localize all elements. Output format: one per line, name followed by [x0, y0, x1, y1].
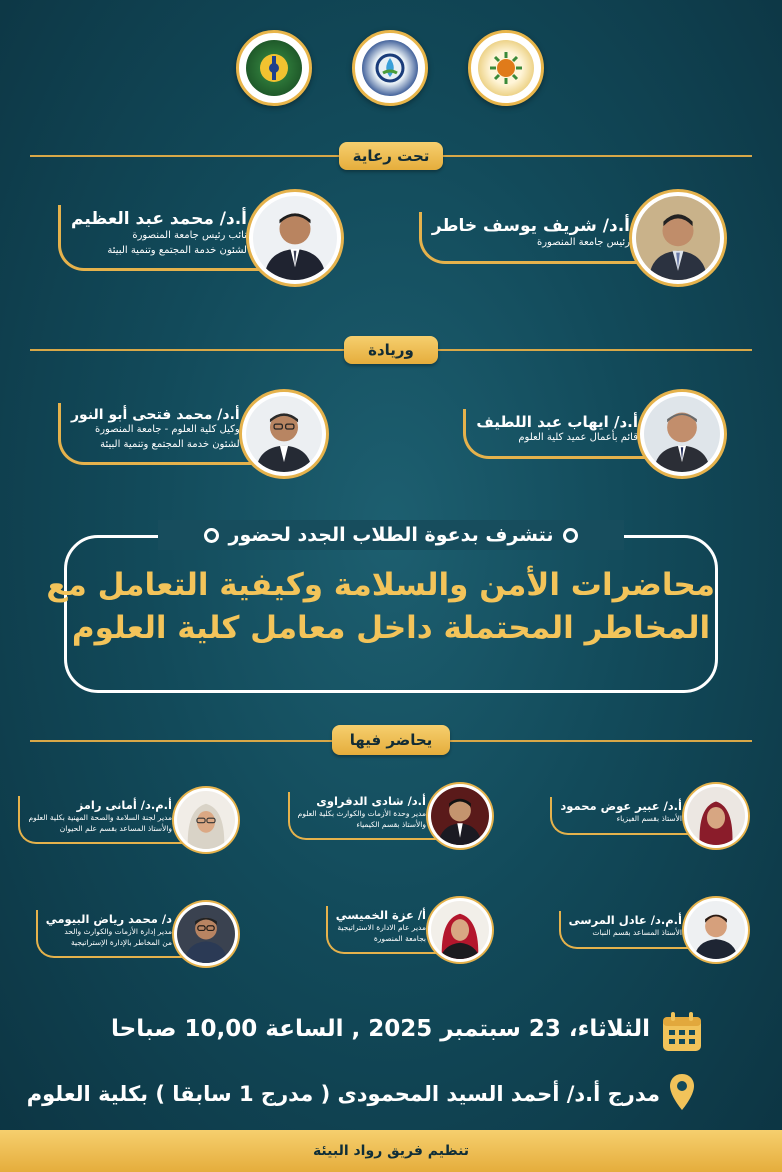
- speaker-role: مدير وحدة الأزمات والكوارث بكلية العلوم: [297, 808, 426, 818]
- faculty-logo: [236, 30, 312, 106]
- patron-name: أ.د/ شريف يوسف خاطر: [431, 216, 630, 237]
- speaker-card: [550, 784, 748, 848]
- ring-icon: [204, 528, 219, 543]
- location-pin-icon: [666, 1072, 696, 1114]
- speaker-name: د/ محمد رياض البيومي: [45, 911, 172, 926]
- science-emblem-icon: [257, 51, 291, 85]
- person-avatar-icon: [644, 396, 720, 472]
- invitation-box: [46, 535, 718, 693]
- speaker-card: [18, 788, 238, 852]
- leader-name: أ.د/ ايهاب عبد اللطيف: [476, 413, 638, 432]
- person-avatar-icon: [431, 787, 489, 845]
- footer-banner: تنظيم فريق رواد البيئة: [0, 1130, 782, 1172]
- speaker-photo: [428, 898, 492, 962]
- leader-card: [463, 392, 724, 476]
- speaker-card: [288, 784, 492, 848]
- speaker-text: [36, 910, 182, 959]
- leader-text: [58, 403, 254, 465]
- patron-name: أ.د/ محمد عبد العظيم: [71, 209, 247, 229]
- leader-role: قائم بأعمال عميد كلية العلوم: [518, 432, 638, 444]
- person-avatar-icon: [246, 396, 322, 472]
- leader-role: لشئون خدمة المجتمع وتنمية البيئة: [100, 438, 240, 450]
- patron-photo: [249, 192, 341, 284]
- speaker-card: [326, 898, 492, 962]
- person-avatar-icon: [687, 787, 745, 845]
- invitation-title-line2: المخاطر المحتملة داخل معامل كلية العلوم: [71, 610, 711, 647]
- patron-role: لشئون خدمة المجتمع وتنمية البيئة: [107, 244, 247, 256]
- speaker-role: مدير إدارة الأزمات والكوارث والحد: [64, 926, 172, 936]
- speaker-name: أ.د/ عبير عوض محمود: [560, 799, 682, 814]
- university-emblem-icon: [488, 50, 524, 86]
- speaker-role: بجامعة المنصورة: [373, 934, 426, 943]
- speaker-name: أ.م.د/ عادل المرسى: [568, 913, 682, 928]
- speaker-role: والأستاذ بقسم الكيمياء: [356, 820, 426, 829]
- patron-card: [419, 192, 724, 284]
- speaker-name: أ/ عزة الخميسي: [335, 907, 426, 922]
- leader-photo: [640, 392, 724, 476]
- speaker-role: والأستاذ المساعد بقسم علم الحيوان: [59, 824, 172, 833]
- speaker-role: من المخاطر بالإدارة الإستراتيجية: [70, 938, 172, 947]
- person-avatar-icon: [636, 196, 720, 280]
- speaker-text: [18, 796, 182, 845]
- speaker-role: مدير لجنة السلامة والصحة المهنية بكلية العلوم: [28, 812, 172, 822]
- patron-text: [419, 212, 644, 264]
- person-avatar-icon: [177, 791, 235, 849]
- speaker-name: أ.م.د/ أمانى رامز: [76, 797, 172, 812]
- leader-card: [58, 392, 326, 476]
- event-datetime: الثلاثاء، 23 سبتمبر 2025 , الساعة 10,00 صباحا: [111, 1016, 650, 1042]
- leader-name: أ.د/ محمد فتحى أبو النور: [71, 407, 240, 423]
- invitation-intro-text: نتشرف بدعوة الطلاب الجدد لحضور: [228, 524, 554, 546]
- person-avatar-icon: [177, 905, 235, 963]
- speaker-role: مدير عام الادارة الاستراتيجية: [337, 922, 426, 932]
- speaker-photo: [174, 902, 238, 966]
- patron-role: نائب رئيس جامعة المنصورة: [132, 230, 247, 241]
- speaker-text: [326, 906, 436, 955]
- patron-card: [58, 192, 341, 284]
- speaker-photo: [684, 784, 748, 848]
- leader-text: [463, 409, 652, 459]
- person-avatar-icon: [253, 196, 337, 280]
- person-avatar-icon: [431, 901, 489, 959]
- calendar-icon: [654, 1011, 704, 1053]
- speaker-role: الأستاذ بقسم الفيزياء: [616, 814, 682, 824]
- speaker-text: [288, 792, 436, 841]
- speaker-card: [36, 902, 238, 966]
- patron-text: [58, 205, 261, 271]
- section-patronage: تحت رعاية: [339, 142, 443, 170]
- speaker-photo: [684, 898, 748, 962]
- university-logo: [468, 30, 544, 106]
- speaker-photo: [174, 788, 238, 852]
- community-service-logo: [352, 30, 428, 106]
- ring-icon: [563, 528, 578, 543]
- event-location: مدرج أ.د/ أحمد السيد المحمودى ( مدرج 1 سابقا ) بكلية العلوم: [26, 1082, 660, 1106]
- section-lecturers: يحاضر فيها: [332, 725, 450, 755]
- speaker-role: الأستاذ المساعد بقسم النبات: [592, 928, 682, 938]
- environment-emblem-icon: [373, 51, 407, 85]
- person-avatar-icon: [687, 901, 745, 959]
- invitation-title-line1: محاضرات الأمن والسلامة وكيفية التعامل مع: [46, 567, 715, 603]
- invitation-intro: [158, 520, 624, 550]
- leader-photo: [242, 392, 326, 476]
- patron-photo: [632, 192, 724, 284]
- leader-role: وكيل كلية العلوم - جامعة المنصورة: [94, 424, 240, 435]
- speaker-name: أ.د/ شادى الدفراوى: [316, 793, 426, 808]
- patron-role: رئيس جامعة المنصورة: [536, 237, 630, 249]
- speaker-photo: [428, 784, 492, 848]
- speaker-card: [559, 898, 748, 962]
- speaker-text: [559, 911, 692, 948]
- section-leadership: وريادة: [344, 336, 438, 364]
- speaker-text: [550, 797, 692, 834]
